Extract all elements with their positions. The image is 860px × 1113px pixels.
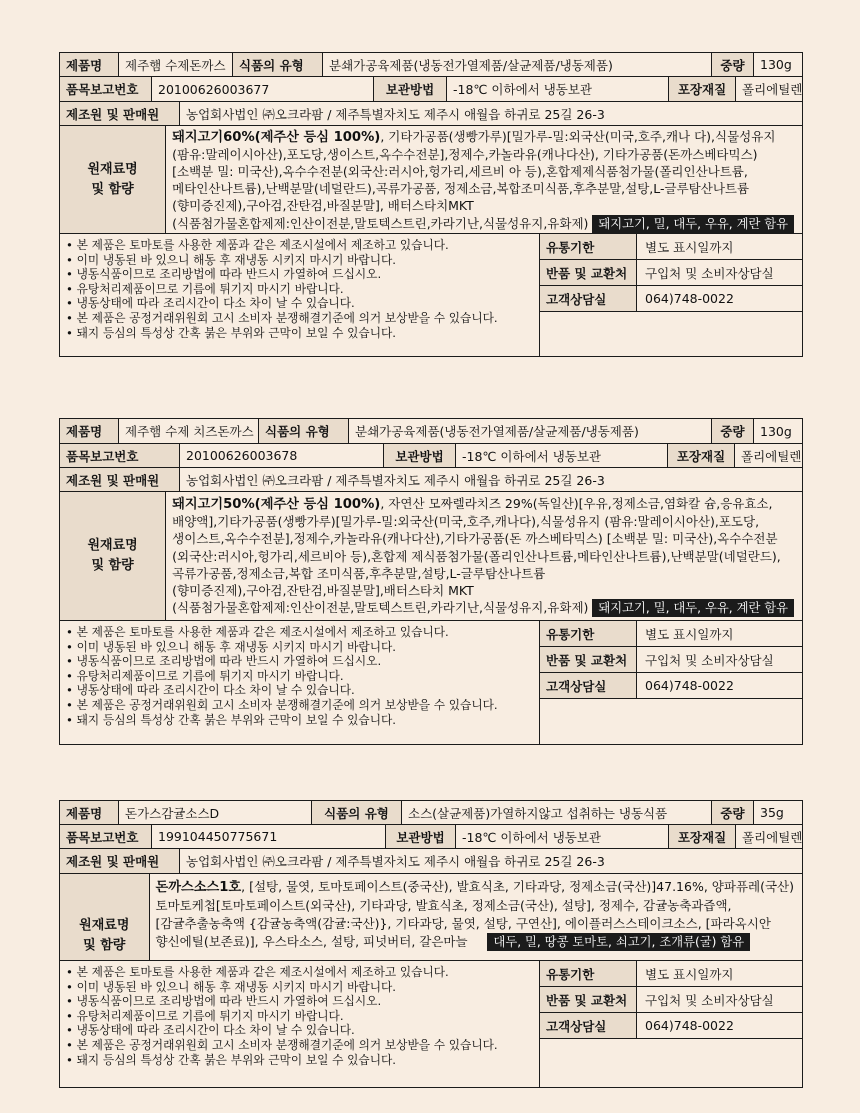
storage-label: 보관방법: [384, 444, 456, 467]
cs-value: 064)748-0022: [645, 1018, 734, 1033]
expiry-label: 유통기한: [540, 234, 637, 259]
storage-label: 보관방법: [386, 825, 456, 848]
ingredients-line: (향미증진제),구아검,잔탄검,바질분말],배터스타치 MKT: [172, 583, 474, 599]
food-type-label: 식품의 유형: [312, 801, 402, 824]
ingredients-label-line1: 원재료명: [87, 538, 138, 553]
product-name-label: 제품명: [60, 801, 119, 824]
note-item: • 냉동상태에 따라 조리시간이 다소 차이 날 수 있습니다.: [66, 296, 355, 311]
manufacturer-label: 제조원 및 판매원: [60, 102, 180, 125]
ingredients-row: [60, 492, 802, 621]
ingredients-line: 생이스트,옥수수전분],정제수,카놀라유(캐나다산),기타가공품(돈 까스베타믹스) [소백분 밀: 미국산),옥수수전분: [172, 531, 778, 547]
return-label: 반품 및 교환처: [540, 260, 637, 285]
notes-list: [60, 234, 540, 356]
note-item: • 유탕처리제품이므로 기름에 튀기지 마시기 바랍니다.: [66, 668, 344, 683]
info-table: [540, 961, 802, 1087]
ingredients-label-line1: 원재료명: [79, 918, 130, 933]
expiry-value: 별도 표시일까지: [645, 626, 734, 642]
ingredients-label: [60, 492, 166, 620]
ingredients-row: [60, 874, 802, 961]
notes-list: [60, 621, 540, 744]
manufacturer-row: [60, 849, 802, 874]
ingredients-line: (식품첨가물혼합제제:인산이전분,말토텍스트린,카라기난,식물성유지,유화제): [172, 215, 589, 231]
note-item: • 냉동상태에 따라 조리시간이 다소 차이 날 수 있습니다.: [66, 1023, 355, 1038]
product-name-value: 제주햄 수제돈까스: [119, 53, 233, 76]
ingredients-main: 돼지고기60%(제주산 등심 100%): [172, 130, 381, 145]
expiry-label: 유통기한: [540, 961, 637, 986]
ingredients-label: [60, 874, 150, 960]
expiry-label: 유통기한: [540, 621, 637, 646]
note-item: • 냉동식품이므로 조리방법에 따라 반드시 가열하여 드십시오.: [66, 654, 382, 669]
return-label: 반품 및 교환처: [540, 987, 637, 1012]
packaging-label: 포장재질: [669, 825, 736, 848]
storage-label: 보관방법: [374, 77, 447, 101]
return-value: 구입처 및 소비자상담실: [645, 652, 774, 668]
ingredients-line: (식품첨가물혼합제제:인산이전분,말토텍스트린,카라기난,식물성유지,유화제): [172, 600, 589, 616]
note-item: • 본 제품은 공정거래위원회 고시 소비자 분쟁해결기준에 의거 보상받을 수 있습니다.: [66, 310, 498, 325]
manufacturer-row: [60, 468, 802, 492]
ingredients-main: 돈까스소스1호: [155, 880, 242, 895]
note-item: • 본 제품은 공정거래위원회 고시 소비자 분쟁해결기준에 의거 보상받을 수 있습니다.: [66, 697, 498, 712]
cs-label: 고객상담실: [540, 1013, 637, 1038]
ingredients-label-line2: 및 함량: [83, 938, 126, 953]
food-type-label: 식품의 유형: [233, 53, 323, 76]
ingredients-label-line2: 및 함량: [91, 558, 134, 573]
ingredients-line: (향미증진제),구아검,잔탄검,바질분말], 배터스타치MKT: [172, 197, 474, 213]
product-name-label: 제품명: [60, 419, 119, 443]
ingredients-line: , 기타가공품(생빵가루)[밀가루-밀:외국산(미국,호주,캐나 다),식물성유지: [380, 129, 776, 144]
cs-label: 고객상담실: [540, 286, 637, 311]
note-item: • 본 제품은 토마토를 사용한 제품과 같은 제조시설에서 제조하고 있습니다.: [66, 965, 449, 979]
note-item: • 유탕처리제품이므로 기름에 튀기지 마시기 바랍니다.: [66, 281, 344, 296]
ingredients-text: [166, 126, 802, 233]
packaging-value: 폴리에틸렌: [741, 448, 802, 464]
product-name-value: 돈가스감귤소스D: [119, 801, 312, 824]
info-table: [540, 234, 802, 356]
ingredients-row: [60, 126, 802, 234]
report-no-value: 199104450775671: [152, 825, 386, 848]
food-type-value: 소스(살균제품)가열하지않고 섭취하는 냉동식품: [402, 801, 712, 824]
ingredients-line: [감귤추출농축액 {감귤농축액(감귤:국산)}, 기타과당, 물엿, 설탕, 구연산], 에이플러스스테이크소스, [파라옥시안: [155, 916, 771, 931]
manufacturer-value: 농업회사법인 ㈜오크라팜 / 제주특별자치도 제주시 애월읍 하귀로 25길 26-3: [186, 472, 605, 488]
food-type-value: 분쇄가공육제품(냉동전가열제품/살균제품/냉동제품): [323, 53, 712, 76]
manufacturer-row: [60, 102, 802, 126]
weight-label: 중량: [712, 53, 754, 76]
manufacturer-label: 제조원 및 판매원: [60, 468, 180, 491]
ingredients-line: [소백분 밀: 미국산),옥수수전분(외국산:러시아,헝가리,세르비 아 등),혼합제제식품첨가물(폴리인산나트륨,: [172, 163, 748, 179]
manufacturer-value: 농업회사법인 ㈜오크라팜 / 제주특별자치도 제주시 애월읍 하귀로 25길 26-3: [186, 106, 605, 122]
bottom-section: [60, 961, 802, 1087]
ingredients-line: 곡류가공품,정제소금,복합 조미식품,후추분말,설탕,L-글루탐산나트륨: [172, 565, 546, 581]
product-label-panel-1: [59, 52, 803, 357]
ingredients-line: 메타인산나트륨),난백분말(네덜란드),곡류가공품, 정제소금,복합조미식품,후추분말,설탕,L-글루탐산나트륨: [172, 180, 750, 196]
note-item: • 냉동식품이므로 조리방법에 따라 반드시 가열하여 드십시오.: [66, 267, 382, 282]
report-no-label: 품목보고번호: [60, 77, 152, 101]
manufacturer-value: 농업회사법인 ㈜오크라팜 / 제주특별자치도 제주시 애월읍 하귀로 25길 26-3: [186, 854, 605, 869]
return-value: 구입처 및 소비자상담실: [645, 265, 774, 281]
bottom-section: [60, 621, 802, 744]
note-item: • 냉동식품이므로 조리방법에 따라 반드시 가열하여 드십시오.: [66, 994, 382, 1009]
note-item: • 유탕처리제품이므로 기름에 튀기지 마시기 바랍니다.: [66, 1008, 344, 1023]
info-table: [540, 621, 802, 744]
packaging-value: 폴리에틸렌: [742, 829, 802, 845]
return-label: 반품 및 교환처: [540, 647, 637, 672]
allergy-badge: 돼지고기, 밀, 대두, 우유, 계란 함유: [592, 599, 794, 617]
weight-label: 중량: [712, 801, 754, 824]
ingredients-text: [150, 874, 802, 960]
storage-value: -18℃ 이하에서 냉동보관: [447, 77, 669, 101]
weight-value: 35g: [760, 805, 784, 820]
expiry-value: 별도 표시일까지: [645, 239, 734, 255]
ingredients-main: 돼지고기50%(제주산 등심 100%): [172, 497, 381, 512]
product-name-row: [60, 53, 802, 77]
cs-value: 064)748-0022: [645, 291, 734, 306]
ingredients-line: (외국산:러시아,헝가리,세르비아 등),혼합제 제식품첨가물(폴리인산나트륨,메타인산나트륨),난백분말(네덜란드),: [172, 548, 781, 564]
expiry-value: 별도 표시일까지: [645, 966, 734, 982]
storage-value: -18℃ 이하에서 냉동보관: [456, 825, 669, 848]
ingredients-line: 향신에틸(보존료)], 우스타소스, 설탕, 피넛버터, 갈은마늘: [155, 934, 468, 949]
weight-value: 130g: [760, 57, 792, 72]
product-label-panel-2: [59, 418, 803, 745]
report-no-value: 20100626003677: [152, 77, 374, 101]
report-row: [60, 444, 802, 468]
product-name-row: [60, 801, 802, 825]
storage-value: -18℃ 이하에서 냉동보관: [456, 444, 668, 467]
food-type-value: 분쇄가공육제품(냉동전가열제품/살균제품/냉동제품): [349, 419, 712, 443]
bottom-section: [60, 234, 802, 356]
report-no-label: 품목보고번호: [60, 825, 152, 848]
ingredients-line: 배양액],기타가공품(생빵가루)[밀가루-밀:외국산(미국,호주,캐나다),식물성유지 (팜유:말레이시아산),포도당,: [172, 514, 760, 530]
report-no-value: 20100626003678: [180, 444, 384, 467]
ingredients-line: 토마토케첩[토마토페이스트(외국산), 기타과당, 발효식초, 정제소금(국산), 설탕], 정제수, 감귤농축과즙액,: [155, 898, 732, 913]
ingredients-line: (팜유:말레이시아산),포도당,생이스트,옥수수전분],정제수,카놀라유(캐나다산), 기타가공품(돈까스베타믹스): [172, 146, 758, 162]
report-row: [60, 825, 802, 849]
allergy-badge: 돼지고기, 밀, 대두, 우유, 계란 함유: [592, 215, 794, 233]
report-row: [60, 77, 802, 102]
return-value: 구입처 및 소비자상담실: [645, 992, 774, 1008]
packaging-label: 포장재질: [669, 77, 736, 101]
food-type-label: 식품의 유형: [259, 419, 349, 443]
product-name-value: 제주햄 수제 치즈돈까스: [119, 419, 259, 443]
cs-label: 고객상담실: [540, 673, 637, 698]
note-item: • 본 제품은 토마토를 사용한 제품과 같은 제조시설에서 제조하고 있습니다.: [66, 238, 449, 252]
ingredients-text: [166, 492, 802, 620]
note-item: • 이미 냉동된 바 있으니 해동 후 재냉동 시키지 마시기 바랍니다.: [66, 252, 397, 267]
product-label-panel-3: [59, 800, 803, 1088]
notes-list: [60, 961, 540, 1087]
weight-value: 130g: [760, 423, 792, 439]
note-item: • 이미 냉동된 바 있으니 해동 후 재냉동 시키지 마시기 바랍니다.: [66, 979, 397, 994]
weight-label: 중량: [712, 419, 754, 443]
report-no-label: 품목보고번호: [60, 444, 180, 467]
note-item: • 본 제품은 토마토를 사용한 제품과 같은 제조시설에서 제조하고 있습니다.: [66, 625, 449, 639]
allergy-badge: 대두, 밀, 땅콩 토마토, 쇠고기, 조개류(굴) 함유: [487, 933, 750, 951]
note-item: • 돼지 등심의 특성상 간혹 붉은 부위와 근막이 보일 수 있습니다.: [66, 325, 397, 340]
ingredients-line: , [설탕, 물엿, 토마토페이스트(중국산), 발효식초, 기타과당, 정제소금(국산)]47.16%, 양파퓨레(국산): [241, 879, 794, 894]
product-name-row: [60, 419, 802, 444]
note-item: • 본 제품은 공정거래위원회 고시 소비자 분쟁해결기준에 의거 보상받을 수 있습니다.: [66, 1037, 498, 1052]
ingredients-label: [60, 126, 166, 233]
ingredients-line: , 자연산 모짜렐라치즈 29%(독일산)[우유,정제소금,염화칼 슘,응유효소,: [380, 496, 773, 511]
note-item: • 이미 냉동된 바 있으니 해동 후 재냉동 시키지 마시기 바랍니다.: [66, 639, 397, 654]
note-item: • 돼지 등심의 특성상 간혹 붉은 부위와 근막이 보일 수 있습니다.: [66, 712, 397, 727]
packaging-value: 폴리에틸렌: [742, 82, 802, 97]
product-name-label: 제품명: [60, 53, 119, 76]
ingredients-label-line1: 원재료명: [87, 161, 138, 177]
packaging-label: 포장재질: [668, 444, 735, 467]
manufacturer-label: 제조원 및 판매원: [60, 849, 180, 873]
note-item: • 냉동상태에 따라 조리시간이 다소 차이 날 수 있습니다.: [66, 683, 355, 698]
ingredients-label-line2: 및 함량: [91, 181, 134, 197]
cs-value: 064)748-0022: [645, 678, 734, 693]
note-item: • 돼지 등심의 특성상 간혹 붉은 부위와 근막이 보일 수 있습니다.: [66, 1052, 397, 1067]
